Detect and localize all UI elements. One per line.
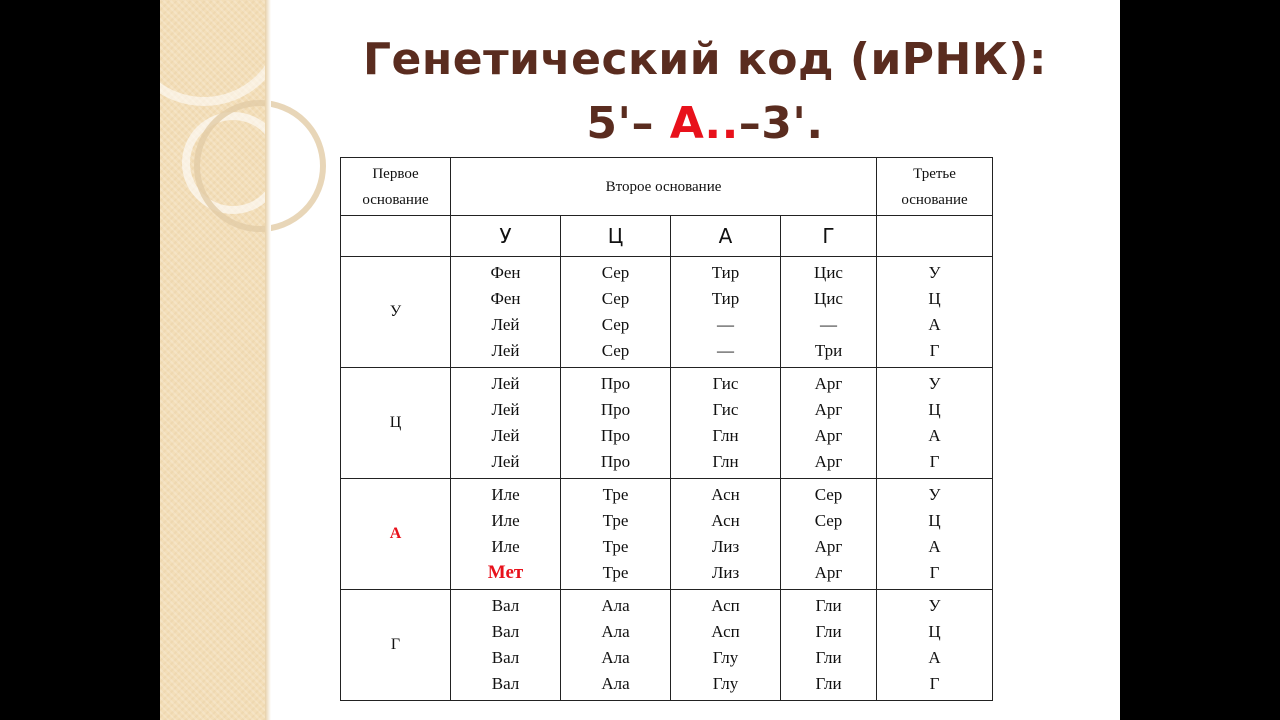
third-base: Ц [928, 289, 941, 308]
amino-acid-cell [671, 479, 781, 590]
amino-acid: Про [600, 426, 631, 445]
first-base-cell: Ц [341, 368, 451, 479]
codon-group-row [341, 590, 993, 701]
third-base-cell [877, 368, 993, 479]
amino-acid: — [717, 315, 734, 334]
third-base-cell [877, 590, 993, 701]
amino-acid: Лей [491, 374, 520, 393]
header-first-line-1: Первое [372, 165, 419, 182]
amino-acid: Арг [814, 563, 843, 582]
amino-acid: Ала [601, 622, 630, 641]
title-suffix: –3'. [738, 98, 824, 149]
third-base: Г [929, 452, 940, 471]
amino-acid: Три [814, 341, 843, 360]
amino-acid: Сер [601, 315, 630, 334]
amino-acid: — [717, 341, 734, 360]
amino-acid: Арг [814, 400, 843, 419]
third-base: У [928, 596, 941, 615]
third-base: Ц [928, 511, 941, 530]
amino-acid: Гис [712, 374, 739, 393]
amino-acid: Арг [814, 452, 843, 471]
amino-acid: Ала [601, 674, 630, 693]
header-first-base [341, 158, 451, 216]
amino-acid-cell [451, 590, 561, 701]
third-base: А [928, 537, 941, 556]
amino-acid: Вал [491, 622, 520, 641]
amino-acid-cell [671, 368, 781, 479]
first-base-cell: А [341, 479, 451, 590]
decorative-ring-icon [194, 100, 326, 232]
amino-acid: Тре [602, 563, 629, 582]
amino-acid-cell [451, 257, 561, 368]
amino-acid: Вал [491, 648, 520, 667]
amino-acid: Гли [815, 596, 842, 615]
third-base: А [928, 315, 941, 334]
side-panel-edge [265, 0, 271, 720]
amino-acid-cell [671, 590, 781, 701]
amino-acid: Сер [814, 485, 843, 504]
amino-acid: Асп [711, 622, 740, 641]
title-accent: А.. [669, 98, 739, 149]
amino-acid: Тре [602, 485, 629, 504]
amino-acid: Цис [814, 263, 843, 282]
amino-acid: Лиз [711, 563, 740, 582]
third-base: Г [929, 341, 940, 360]
amino-acid: Иле [491, 511, 520, 530]
third-base-cell [877, 257, 993, 368]
amino-acid-cell [561, 257, 671, 368]
amino-acid: — [820, 315, 838, 334]
amino-acid: Гис [712, 400, 739, 419]
empty-cell [877, 216, 993, 257]
header-third-line-1: Третье [913, 165, 956, 182]
amino-acid: Гли [815, 674, 842, 693]
amino-acid: Лиз [711, 537, 740, 556]
third-base: Г [929, 674, 940, 693]
amino-acid: Ала [601, 648, 630, 667]
header-third-line-2: основание [901, 191, 968, 208]
amino-acid: Тре [602, 511, 629, 530]
third-base: А [928, 648, 941, 667]
empty-cell [341, 216, 451, 257]
amino-acid: Гли [815, 648, 842, 667]
third-base: Г [929, 563, 940, 582]
third-base: У [928, 374, 941, 393]
amino-acid-cell [781, 590, 877, 701]
slide [160, 0, 1120, 720]
codon-group-row [341, 368, 993, 479]
amino-acid: Арг [814, 537, 843, 556]
amino-acid: Лей [491, 341, 520, 360]
title-prefix: 5'– [586, 98, 670, 149]
decorative-side-panel [160, 0, 265, 720]
title-line-2 [360, 94, 1050, 154]
third-base: Ц [928, 622, 941, 641]
second-base-c: Ц [561, 216, 671, 257]
amino-acid: Асп [711, 596, 740, 615]
amino-acid-cell [451, 479, 561, 590]
header-third-base [877, 158, 993, 216]
amino-acid: Лей [491, 452, 520, 471]
second-base-g: Г [781, 216, 877, 257]
amino-acid: Тир [711, 263, 740, 282]
amino-acid: Про [600, 374, 631, 393]
second-base-a: А [671, 216, 781, 257]
amino-acid-cell [781, 479, 877, 590]
amino-acid: Тре [602, 537, 629, 556]
amino-acid: Ала [601, 596, 630, 615]
amino-acid: Иле [491, 485, 520, 504]
second-base-u: У [451, 216, 561, 257]
amino-acid: Фен [490, 263, 521, 282]
amino-acid: Про [600, 452, 631, 471]
second-base-row [341, 216, 993, 257]
amino-acid: Арг [814, 426, 843, 445]
amino-acid: Арг [814, 374, 843, 393]
title-line-1: Генетический код (иРНК): [362, 34, 1048, 85]
first-base-cell: Г [341, 590, 451, 701]
amino-acid: Асн [711, 511, 740, 530]
amino-acid-cell [781, 368, 877, 479]
amino-acid-cell [561, 368, 671, 479]
amino-acid: Сер [601, 289, 630, 308]
amino-acid-cell [451, 368, 561, 479]
amino-acid: Сер [814, 511, 843, 530]
slide-title [360, 30, 1050, 154]
header-row [341, 158, 993, 216]
amino-acid: Тир [711, 289, 740, 308]
amino-acid: Глн [712, 452, 739, 471]
third-base: Ц [928, 400, 941, 419]
first-base-cell: У [341, 257, 451, 368]
codon-group-row [341, 257, 993, 368]
amino-acid: Цис [814, 289, 843, 308]
amino-acid: Фен [490, 289, 521, 308]
amino-acid: Сер [601, 341, 630, 360]
header-first-line-2: основание [362, 191, 429, 208]
amino-acid: Мет [487, 562, 524, 583]
amino-acid: Глн [712, 426, 739, 445]
amino-acid: Вал [491, 674, 520, 693]
amino-acid: Глу [712, 648, 739, 667]
third-base: У [928, 263, 941, 282]
amino-acid: Лей [491, 315, 520, 334]
amino-acid: Асн [711, 485, 740, 504]
third-base: У [928, 485, 941, 504]
amino-acid: Лей [491, 400, 520, 419]
amino-acid: Иле [491, 537, 520, 556]
third-base-cell [877, 479, 993, 590]
amino-acid: Вал [491, 596, 520, 615]
amino-acid: Лей [491, 426, 520, 445]
amino-acid: Про [600, 400, 631, 419]
amino-acid: Глу [712, 674, 739, 693]
header-second-base: Второе основание [451, 158, 877, 216]
amino-acid: Сер [601, 263, 630, 282]
amino-acid-cell [561, 590, 671, 701]
amino-acid-cell [781, 257, 877, 368]
codon-group-row [341, 479, 993, 590]
genetic-code-table [340, 157, 993, 701]
amino-acid-cell [561, 479, 671, 590]
amino-acid: Гли [815, 622, 842, 641]
third-base: А [928, 426, 941, 445]
amino-acid-cell [671, 257, 781, 368]
